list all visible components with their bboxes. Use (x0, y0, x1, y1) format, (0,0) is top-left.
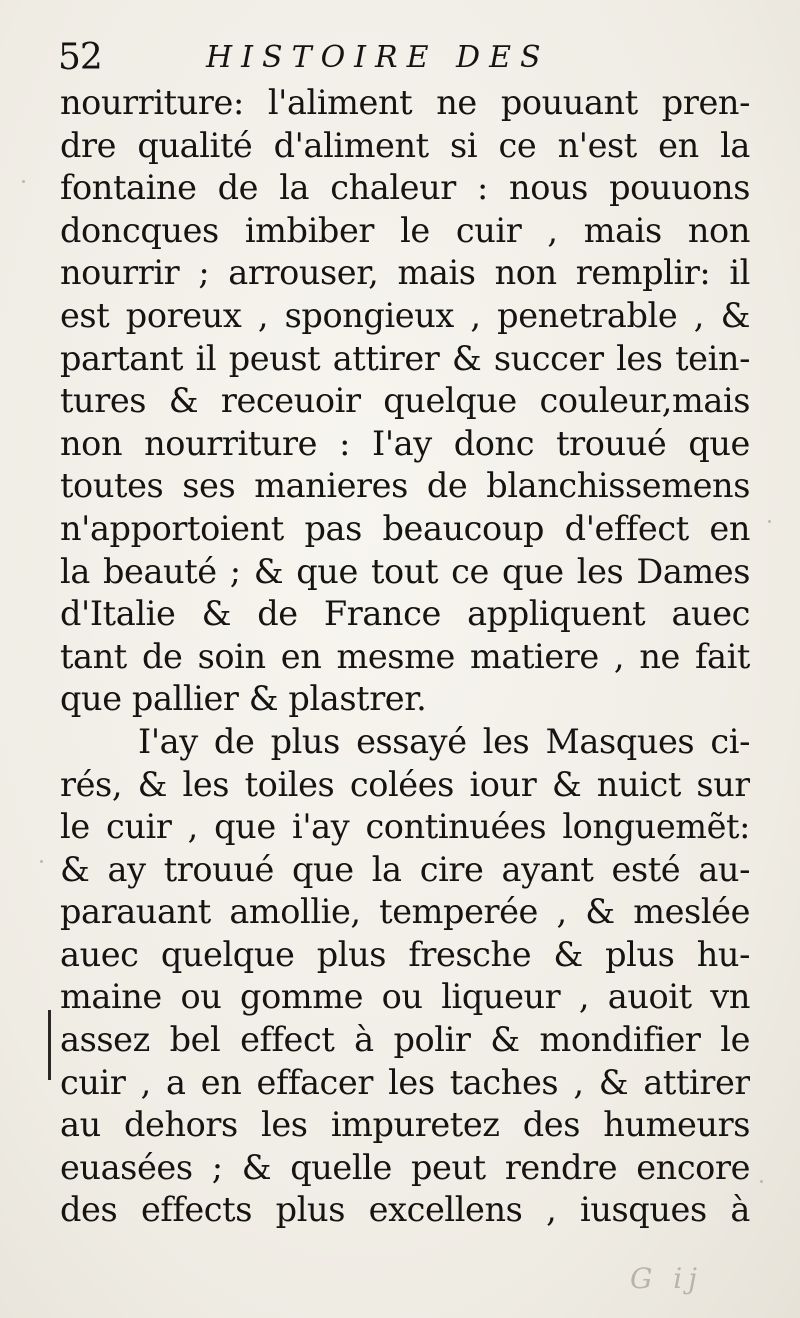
text-line: auec quelque plus fresche & plus hu- (60, 934, 750, 974)
text-line: des effects plus excellens , iusques à (60, 1190, 750, 1230)
text-line: d'Italie & de France appliquent auec (60, 594, 750, 634)
text-line: la beauté ; & que tout ce que les Dames (60, 551, 750, 591)
text-line: le cuir , que i'ay continuées longuemẽt: (60, 807, 750, 847)
paper-speck (40, 860, 43, 863)
paragraph-end-line: que pallier & plastrer. (60, 679, 427, 719)
text-line: parauant amollie, temperée , & meslée (60, 892, 750, 932)
text-line: rés, & les toiles colées iour & nuict sur (60, 764, 750, 804)
text-line: partant il peust attirer & succer les tein- (60, 338, 750, 378)
signature-mark: G ij (630, 1262, 703, 1295)
text-line: euasées ; & quelle peut rendre encore (60, 1147, 750, 1187)
text-line: non nourriture : I'ay donc trouué que (60, 423, 750, 463)
paper-speck (22, 180, 25, 183)
margin-line-mark (48, 1010, 51, 1080)
text-line: nourriture: l'aliment ne pouuant pren- (60, 83, 750, 122)
paragraph-start-line: I'ay de plus essayé les Masques ci- (138, 721, 750, 761)
text-line: au dehors les impuretez des humeurs (60, 1105, 750, 1145)
paper-speck (768, 520, 771, 523)
text-line: tures & receuoir quelque couleur,mais (60, 381, 750, 421)
text-line: nourrir ; arrouser, mais non remplir: il (60, 253, 750, 293)
page-number: 52 (58, 37, 102, 78)
text-line: assez bel effect à polir & mondifier le (60, 1020, 750, 1060)
text-line: & ay trouué que la cire ayant esté au- (60, 849, 750, 889)
text-line: maine ou gomme ou liqueur , auoit vn (60, 977, 750, 1017)
text-line: toutes ses manieres de blanchissemens (60, 466, 750, 506)
text-line: tant de soin en mesme matiere , ne fait (60, 636, 750, 676)
body-text (60, 82, 750, 1232)
text-line: n'apportoient pas beaucoup d'effect en (60, 508, 750, 548)
page-header (58, 36, 758, 80)
text-line: dre qualité d'aliment si ce n'est en la (60, 125, 750, 165)
text-line: est poreux , spongieux , penetrable , & (60, 295, 750, 335)
paper-speck (760, 1180, 763, 1183)
running-title: HISTOIRE DES (206, 40, 550, 75)
text-line: doncques imbiber le cuir , mais non (60, 210, 750, 250)
text-line: cuir , a en effacer les taches , & attirer (60, 1062, 750, 1102)
text-line: fontaine de la chaleur : nous pouuons (60, 168, 750, 208)
